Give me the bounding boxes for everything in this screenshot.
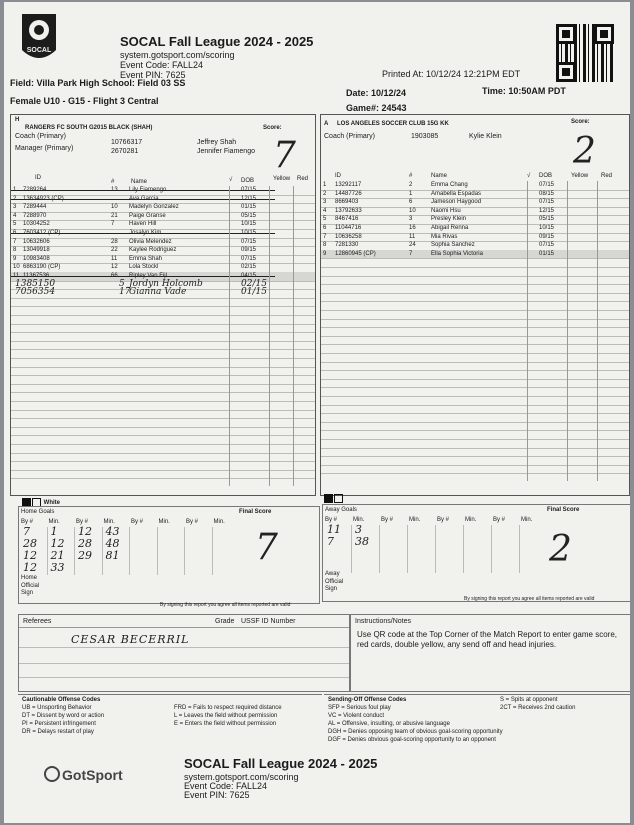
handwritten-player-number: 5	[119, 278, 125, 289]
player-dob: 09/15	[539, 233, 555, 240]
field-name: Field: Villa Park High School: Field 03 SS	[10, 78, 186, 88]
event-code: Event Code: FALL24	[120, 60, 204, 70]
referees-label: Referees	[23, 618, 52, 625]
instructions-text: Use QR code at the Top Corner of the Match Report to enter game score, red cards, double yellow, any send off and head injuries.	[357, 630, 617, 649]
goal-column-divider	[129, 527, 130, 575]
sendoff-codes	[324, 694, 630, 751]
goal-column-divider	[519, 525, 520, 573]
player-id: 7288970	[23, 212, 47, 219]
player-dob: 05/15	[241, 212, 257, 219]
away-color-boxes	[324, 494, 344, 503]
footer-league: SOCAL Fall League 2024 - 2025	[184, 756, 378, 771]
sendoff-code-item: DGH = Denies opposing team of obvious goal-scoring opportunity	[328, 729, 503, 735]
goal-column-header: By #	[76, 519, 89, 525]
player-dob: 07/15	[241, 187, 257, 193]
goal-column-divider	[157, 527, 158, 575]
player-number: 22	[111, 247, 118, 254]
player-line-number: 6	[323, 225, 327, 231]
away-signing-note: By signing this report you agree all items reported are valid	[464, 596, 595, 602]
home-official-label: Home Official Sign	[21, 575, 40, 596]
home-manager-label: Manager (Primary)	[15, 145, 74, 152]
caution-codes	[18, 694, 322, 743]
player-line-number: 1	[323, 182, 327, 188]
player-name: Lily Fiamengo	[129, 187, 167, 193]
match-report-sheet	[4, 2, 630, 823]
handwritten-player-dob: 01/15	[241, 287, 267, 298]
goal-scorer-number: 12	[23, 549, 37, 562]
home-team-panel	[10, 114, 316, 496]
gotsport-brand: GotSport	[44, 766, 123, 783]
player-name: Paige Granse	[129, 212, 166, 219]
away-score-label: Score:	[571, 119, 590, 125]
player-number: 3	[409, 216, 413, 223]
player-name: Mia Rivas	[431, 233, 458, 240]
player-line-number: 9	[323, 250, 327, 257]
sendoff-code-item: S = Spits at opponent	[500, 697, 558, 703]
division: Female U10 - G15 - Flight 3 Central	[10, 96, 159, 106]
player-number: 2	[409, 182, 413, 188]
player-name: Jameson Haygood	[431, 199, 482, 206]
player-line-number: 10	[13, 264, 20, 271]
goal-column-header: Min.	[48, 519, 60, 525]
goal-scorer-number: 12	[78, 525, 92, 538]
handwritten-player-name: Jordyn Holcomb	[129, 278, 203, 289]
player-id: 8669403	[335, 199, 359, 206]
player-line-number: 6	[13, 230, 17, 236]
player-line-number: 8	[13, 247, 17, 254]
player-line-number: 1	[13, 187, 17, 193]
referee-name: CESAR BECERRIL	[71, 633, 190, 646]
goal-minute: 38	[355, 535, 369, 548]
goal-column-header: By #	[325, 517, 338, 523]
home-col-dob: DOB	[241, 178, 255, 184]
player-line-number: 5	[13, 221, 17, 228]
player-line-number: 8	[323, 242, 327, 249]
player-dob: 05/15	[539, 216, 555, 223]
player-number: 28	[111, 238, 118, 245]
goal-column-header: By #	[186, 519, 199, 525]
home-coach-label: Coach (Primary)	[15, 133, 66, 140]
away-coach-name: Kylie Klein	[469, 133, 502, 140]
player-number: 1	[409, 190, 413, 197]
home-final-score: 7	[255, 527, 278, 568]
away-goals-label: Away Goals	[325, 507, 357, 513]
player-line-number: 9	[13, 255, 17, 262]
away-col-name: Name	[431, 173, 448, 179]
away-final-score: 2	[549, 529, 572, 570]
player-dob: 07/15	[539, 242, 555, 249]
goal-minute: 3	[355, 523, 362, 536]
home-coach-name: Jeffrey Shah	[197, 139, 237, 146]
player-line-number: 3	[13, 204, 17, 211]
player-number: 11	[111, 255, 118, 262]
away-col-red: Red	[601, 173, 613, 179]
player-number: 10	[409, 207, 416, 214]
player-name: Naomi Hsu	[431, 207, 461, 214]
away-goal-grid	[323, 525, 547, 573]
player-dob: 08/15	[539, 190, 555, 197]
goal-column-divider	[463, 525, 464, 573]
player-id: 13634923 (CP)	[23, 195, 64, 202]
qr-code[interactable]	[556, 24, 614, 82]
player-dob: 01/15	[241, 204, 257, 211]
player-name: Lola Stockl	[129, 264, 159, 271]
player-id: 10632606	[23, 238, 50, 245]
roster-row	[321, 465, 629, 475]
handwritten-player-number: 17	[119, 287, 131, 298]
column-divider	[527, 181, 528, 481]
player-dob: 07/15	[539, 182, 555, 188]
goal-column-header: By #	[437, 517, 450, 523]
player-dob: 07/15	[241, 238, 257, 245]
goal-column-divider	[379, 525, 380, 573]
player-name: Emma Chang	[431, 182, 468, 188]
sendoff-code-item: 2CT = Receives 2nd caution	[500, 705, 576, 711]
player-dob: 02/15	[241, 264, 257, 271]
player-dob: 09/15	[241, 247, 257, 254]
player-id: 7603412 (CP)	[23, 230, 61, 236]
goal-column-divider	[407, 525, 408, 573]
goal-column-header: By #	[381, 517, 394, 523]
player-number: 12	[111, 264, 118, 271]
player-number: 66	[111, 273, 118, 279]
player-line-number: 2	[13, 195, 17, 202]
player-dob: 12/15	[539, 207, 555, 214]
player-name: Sophia Sanchez	[431, 242, 475, 249]
player-line-number: 5	[323, 216, 327, 223]
goal-column-header: Min.	[158, 519, 170, 525]
home-manager-id: 2670281	[111, 148, 139, 155]
goal-scorer-number: 7	[23, 525, 30, 538]
player-name: Amabella Espadas	[431, 190, 482, 197]
goal-column-divider	[435, 525, 436, 573]
away-team-panel	[320, 114, 630, 496]
goal-column-divider	[74, 527, 75, 575]
instructions-panel	[350, 614, 630, 692]
caution-code-item: DT = Dissent by word or action	[22, 713, 105, 719]
player-dob: 07/15	[241, 255, 257, 262]
column-divider	[269, 186, 270, 486]
home-roster	[11, 186, 315, 486]
player-dob: 07/15	[539, 199, 555, 206]
instructions-label: Instructions/Notes	[355, 618, 412, 625]
goal-column-header: Min.	[213, 519, 225, 525]
player-number: 24	[409, 242, 416, 249]
away-goals-panel	[322, 504, 630, 602]
goal-column-header: By #	[21, 519, 34, 525]
goal-scorer-number: 29	[78, 549, 92, 562]
player-name: Ava Garcia	[129, 195, 159, 202]
player-name: Josalyn Kim	[129, 230, 162, 236]
player-id: 14487726	[335, 190, 362, 197]
home-col-name: Name	[131, 179, 148, 185]
home-side: H	[15, 117, 20, 123]
goal-scorer-number: 7	[327, 535, 334, 548]
player-id: 12860945 (CP)	[335, 250, 376, 257]
goal-column-header: Min.	[521, 517, 533, 523]
goal-column-divider	[102, 527, 103, 575]
goal-column-header: Min.	[353, 517, 365, 523]
player-dob: 01/15	[539, 250, 555, 257]
column-divider	[229, 186, 230, 486]
player-id: 11044716	[335, 225, 362, 231]
away-col-yellow: Yellow	[571, 173, 589, 179]
player-number: 16	[409, 225, 416, 231]
player-line-number: 7	[13, 238, 17, 245]
player-line-number: 2	[323, 190, 327, 197]
goal-column-divider	[47, 527, 48, 575]
goal-column-header: By #	[131, 519, 144, 525]
goal-column-divider	[491, 525, 492, 573]
referees-panel	[18, 614, 350, 692]
player-name: Ripley Van Fijl	[129, 273, 167, 279]
home-score-label: Score:	[263, 125, 282, 131]
away-roster	[321, 181, 629, 481]
sendoff-code-item: VC = Violent conduct	[328, 713, 385, 719]
goal-column-divider	[212, 527, 213, 575]
home-col-yellow: Yellow	[273, 176, 291, 182]
home-color: White	[22, 498, 60, 507]
player-id: 7281330	[335, 242, 359, 249]
player-name: Presley Klein	[431, 216, 467, 223]
away-coach-label: Coach (Primary)	[324, 133, 375, 140]
away-final-label: Final Score	[547, 507, 580, 513]
home-col-num: #	[111, 179, 115, 185]
goal-minute: 43	[105, 525, 120, 538]
home-signing-note: By signing this report you agree all items reported are valid	[160, 602, 291, 608]
player-name: Madelyn Gonzalez	[129, 204, 179, 211]
match-time: Time: 10:50AM PDT	[482, 86, 566, 96]
player-name: Kaylee Rodriguez	[129, 247, 177, 254]
player-id: 10636258	[335, 233, 362, 240]
match-date: Date: 10/12/24	[346, 88, 407, 98]
ussf-label: USSF ID Number	[241, 618, 296, 625]
goal-minute: 21	[50, 549, 65, 562]
away-score: 2	[573, 131, 596, 172]
player-number: 13	[111, 187, 118, 193]
player-number: 7	[111, 221, 115, 228]
home-final-label: Final Score	[239, 509, 272, 515]
caution-code-item: DR = Delays restart of play	[22, 729, 94, 735]
home-manager-name: Jennifer Fiamengo	[197, 148, 255, 155]
away-official-label: Away Official Sign	[325, 571, 344, 592]
goal-minute: 1	[50, 525, 58, 538]
handwritten-player-id: 7056354	[15, 287, 56, 298]
socal-logo	[18, 10, 60, 68]
sendoff-code-item: SFP = Serious foul play	[328, 705, 391, 711]
player-dob: 10/15	[539, 225, 555, 231]
logo-text: SOCAL	[26, 47, 52, 54]
player-name: Olivia Melendez	[129, 238, 172, 245]
player-id: 13292117	[335, 182, 362, 188]
caution-code-item: E = Enters the field without permission	[174, 721, 277, 727]
home-score: 7	[273, 135, 296, 176]
player-id: 13792633	[335, 207, 362, 214]
player-number: 10	[111, 204, 118, 211]
caution-code-item: PI = Persistent infringement	[22, 721, 96, 727]
league-url: system.gotsport.com/scoring	[120, 50, 235, 60]
caution-code-item: FRD = Fails to respect required distance	[174, 705, 282, 711]
home-goals-panel	[18, 506, 320, 604]
player-number: 6	[409, 199, 413, 206]
handwritten-player-name: Gianna Vade	[129, 287, 187, 298]
home-goal-grid	[19, 527, 239, 575]
player-id: 10983408	[23, 255, 50, 262]
gotsport-logo-icon	[44, 766, 60, 782]
grade-label: Grade	[215, 618, 235, 625]
player-line-number: 3	[323, 199, 327, 206]
away-col-dob: DOB	[539, 173, 553, 179]
event-pin: Event PIN: 7625	[120, 70, 186, 80]
home-goals-label: Home Goals	[21, 509, 55, 515]
caution-title: Cautionable Offense Codes	[22, 697, 101, 703]
player-line-number: 4	[13, 212, 17, 219]
player-name: Abigail Renna	[431, 225, 469, 231]
player-id: 11367536	[23, 273, 50, 279]
player-dob: 10/15	[241, 221, 257, 228]
player-id: 8467416	[335, 216, 359, 223]
player-line-number: 11	[13, 273, 20, 279]
player-line-number: 4	[323, 207, 327, 214]
away-side: A	[324, 121, 329, 127]
goal-minute: 12	[50, 537, 65, 550]
sendoff-code-item: DGF = Denies obvious goal-scoring opportunity to an opponent	[328, 737, 496, 743]
player-dob: 04/15	[241, 273, 257, 279]
caution-code-item: L = Leaves the field without permission	[174, 713, 278, 719]
away-col-num: #	[409, 173, 413, 179]
game-number: Game#: 24543	[346, 103, 407, 113]
player-id: 7289444	[23, 204, 47, 211]
goal-scorer-number: 12	[23, 561, 37, 574]
goal-column-header: Min.	[409, 517, 421, 523]
goal-scorer-number: 28	[78, 537, 92, 550]
goal-minute: 48	[105, 537, 120, 550]
player-id: 13049918	[23, 247, 50, 254]
player-name: Ella Sophia Victoria	[431, 250, 483, 257]
goal-scorer-number: 11	[327, 523, 341, 536]
player-number: 21	[111, 212, 118, 219]
player-number: 11	[409, 233, 416, 240]
player-dob: 10/15	[241, 230, 257, 236]
goal-minute: 81	[105, 549, 120, 562]
home-team-name: RANGERS FC SOUTH G2015 BLACK (SHAH)	[25, 125, 153, 131]
away-col-check: √	[527, 173, 531, 179]
home-col-check: √	[229, 177, 233, 183]
goal-column-header: Min.	[103, 519, 115, 525]
player-name: Emma Shah	[129, 255, 163, 262]
caution-code-item: UB = Unsporting Behavior	[22, 705, 92, 711]
handwritten-player-id: 1385150	[15, 278, 56, 289]
away-col-id: ID	[335, 173, 341, 179]
printed-at: Printed At: 10/12/24 12:21PM EDT	[382, 69, 521, 79]
home-coach-id: 10766317	[111, 139, 143, 146]
away-coach-id: 1903085	[411, 133, 439, 140]
goal-column-header: By #	[493, 517, 506, 523]
sendoff-title: Sending-Off Offense Codes	[328, 697, 407, 703]
handwritten-player-dob: 02/15	[241, 278, 267, 289]
goal-minute: 33	[50, 561, 65, 574]
goal-column-divider	[184, 527, 185, 575]
footer-event-pin: Event PIN: 7625	[184, 790, 250, 800]
player-id: 6863190 (CP)	[23, 264, 61, 271]
footer-event-code: Event Code: FALL24	[184, 781, 268, 791]
player-line-number: 7	[323, 233, 327, 240]
player-id: 7289264	[23, 187, 47, 193]
away-team-name: LOS ANGELES SOCCER CLUB 15G KK	[337, 121, 449, 127]
player-dob: 12/15	[241, 195, 257, 202]
footer-url: system.gotsport.com/scoring	[184, 772, 299, 782]
home-col-id: ID	[35, 175, 41, 181]
column-divider	[597, 181, 598, 481]
column-divider	[293, 186, 294, 486]
goal-scorer-number: 28	[23, 537, 37, 550]
goal-column-divider	[351, 525, 352, 573]
goal-column-header: Min.	[465, 517, 477, 523]
home-col-red: Red	[297, 176, 309, 182]
league-title: SOCAL Fall League 2024 - 2025	[120, 34, 314, 49]
column-divider	[567, 181, 568, 481]
sendoff-code-item: AL = Offensive, insulting, or abusive language	[328, 721, 450, 727]
player-number: 7	[409, 250, 413, 257]
player-id: 10304252	[23, 221, 50, 228]
player-name: Haven Hill	[129, 221, 157, 228]
